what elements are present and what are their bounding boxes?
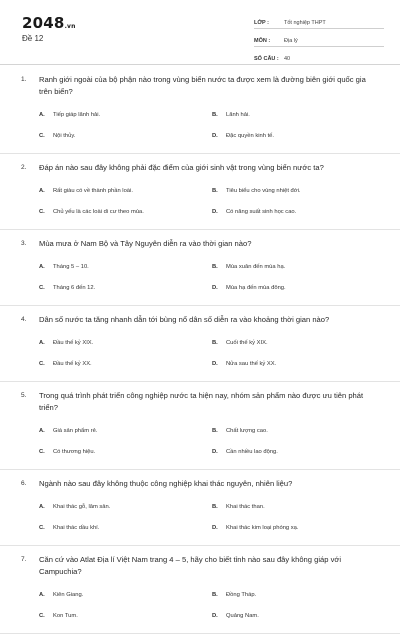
exam-code: Đề 12: [22, 34, 44, 43]
answer-options: [39, 187, 400, 216]
option-letter: A.: [39, 112, 45, 118]
question-number: 3.: [21, 240, 27, 247]
answer-option[interactable]: [212, 187, 385, 195]
option-text: Cần nhiều lao động.: [226, 449, 278, 455]
answer-option[interactable]: [39, 612, 212, 620]
question-item: [0, 314, 400, 390]
option-text: Khai thác dầu khí.: [53, 525, 100, 531]
option-text: Mùa hạ đến mùa đông.: [226, 285, 286, 291]
meta-value: 40: [284, 56, 291, 62]
answer-option[interactable]: [39, 360, 212, 368]
option-text: Chủ yếu là các loài di cư theo mùa.: [53, 209, 144, 215]
answer-option[interactable]: [212, 360, 385, 368]
option-text: Có thương hiệu.: [53, 449, 96, 455]
option-text: Khai thác than.: [226, 504, 265, 510]
option-letter: C.: [39, 209, 45, 215]
answer-options: [39, 339, 400, 368]
option-letter: C.: [39, 449, 45, 455]
option-letter: A.: [39, 428, 45, 434]
option-text: Lãnh hải.: [226, 112, 250, 118]
answer-option[interactable]: [39, 187, 212, 195]
option-text: Đầu thế kỷ XIX.: [53, 340, 94, 346]
question-text: Dân số nước ta tăng nhanh dẫn tới bùng nổ dân số diễn ra vào khoảng thời gian nào?: [39, 315, 330, 324]
question-text: Ngành nào sau đây không thuộc công nghiệp khai thác nguyên, nhiên liệu?: [39, 479, 293, 488]
option-letter: D.: [212, 525, 218, 531]
answer-option[interactable]: [212, 503, 385, 511]
option-text: Kiên Giang.: [53, 592, 84, 598]
option-letter: C.: [39, 133, 45, 139]
option-letter: D.: [212, 449, 218, 455]
question-number: 6.: [21, 480, 27, 487]
answer-option[interactable]: [39, 524, 212, 532]
option-letter: C.: [39, 613, 45, 619]
option-text: Kon Tum.: [53, 613, 78, 619]
answer-option[interactable]: [39, 263, 212, 271]
question-row: [0, 554, 400, 578]
site-logo[interactable]: [22, 14, 76, 32]
meta-value: Địa lý: [284, 38, 298, 44]
option-letter: D.: [212, 285, 218, 291]
option-letter: B.: [212, 428, 218, 434]
option-text: Quảng Nam.: [226, 613, 259, 619]
answer-option[interactable]: [39, 208, 212, 216]
option-letter: B.: [212, 188, 218, 194]
answer-option[interactable]: [39, 591, 212, 599]
header: [0, 0, 400, 62]
meta-label: LỚP :: [254, 20, 269, 26]
option-text: Chất lượng cao.: [226, 428, 268, 434]
option-text: Đồng Tháp.: [226, 592, 257, 598]
meta-label: SỐ CÂU :: [254, 56, 279, 62]
question-row: [0, 238, 400, 250]
answer-options: [39, 503, 400, 532]
option-letter: D.: [212, 209, 218, 215]
answer-option[interactable]: [212, 448, 385, 456]
question-number: 7.: [21, 556, 27, 563]
answer-option[interactable]: [39, 427, 212, 435]
option-letter: D.: [212, 613, 218, 619]
option-text: Nửa sau thế kỷ XX.: [226, 361, 277, 367]
answer-option[interactable]: [39, 339, 212, 347]
answer-options: [39, 427, 400, 456]
question-item: [0, 74, 400, 162]
answer-option[interactable]: [212, 111, 385, 119]
option-text: Tiếp giáp lãnh hải.: [53, 112, 101, 118]
option-letter: C.: [39, 525, 45, 531]
question-number: 2.: [21, 164, 27, 171]
option-text: Nội thủy.: [53, 133, 76, 139]
option-text: Khai thác gỗ, lâm sản.: [53, 504, 111, 510]
option-text: Giá sản phẩm rẻ.: [53, 428, 98, 434]
option-text: Đặc quyền kinh tế.: [226, 133, 275, 139]
option-text: Tiêu biểu cho vùng nhiệt đới.: [226, 188, 301, 194]
option-letter: D.: [212, 133, 218, 139]
answer-option[interactable]: [212, 591, 385, 599]
answer-option[interactable]: [39, 503, 212, 511]
question-text: Trong quá trình phát triển công nghiệp nước ta hiện nay, nhóm sản phẩm nào được ưu tiên phát triển?: [39, 391, 364, 412]
question-number: 5.: [21, 392, 27, 399]
option-letter: A.: [39, 504, 45, 510]
question-item: [0, 162, 400, 238]
meta-value: Tốt nghiệp THPT: [284, 20, 326, 26]
option-letter: B.: [212, 592, 218, 598]
answer-option[interactable]: [39, 111, 212, 119]
option-letter: A.: [39, 264, 45, 270]
question-item: [0, 238, 400, 314]
question-list: [0, 74, 400, 642]
exam-meta: [254, 14, 384, 68]
answer-option[interactable]: [39, 284, 212, 292]
answer-options: [39, 111, 400, 140]
option-text: Tháng 6 đến 12.: [53, 285, 96, 291]
meta-row-count: [254, 50, 384, 65]
answer-option[interactable]: [39, 448, 212, 456]
answer-option[interactable]: [212, 339, 385, 347]
option-letter: B.: [212, 340, 218, 346]
answer-option[interactable]: [212, 284, 385, 292]
option-text: Đầu thế kỷ XX.: [53, 361, 92, 367]
option-letter: C.: [39, 361, 45, 367]
question-text: Ranh giới ngoài của bộ phận nào trong vùng biển nước ta được xem là đường biên giới quốc gia trên biển?: [39, 75, 366, 96]
meta-row-class: [254, 14, 384, 29]
header-divider: [0, 64, 400, 65]
answer-option[interactable]: [39, 132, 212, 140]
answer-option[interactable]: [212, 132, 385, 140]
meta-row-subject: [254, 32, 384, 47]
option-letter: B.: [212, 504, 218, 510]
option-letter: A.: [39, 592, 45, 598]
answer-option[interactable]: [212, 427, 385, 435]
option-text: Mùa xuân đến mùa hạ.: [226, 264, 286, 270]
option-letter: C.: [39, 285, 45, 291]
answer-option[interactable]: [212, 612, 385, 620]
question-row: [0, 74, 400, 98]
option-text: Có năng suất sinh học cao.: [226, 209, 297, 215]
question-item: [0, 478, 400, 554]
answer-options: [39, 263, 400, 292]
option-text: Cuối thế kỷ XIX.: [226, 340, 268, 346]
question-number: 1.: [21, 76, 27, 83]
option-text: Tháng 5 – 10.: [53, 264, 89, 270]
question-row: [0, 162, 400, 174]
meta-label: MÔN :: [254, 38, 271, 44]
option-letter: A.: [39, 188, 45, 194]
question-text: Mùa mưa ở Nam Bộ và Tây Nguyên diễn ra vào thời gian nào?: [39, 239, 252, 248]
option-letter: A.: [39, 340, 45, 346]
answer-options: [39, 591, 400, 620]
question-item: [0, 554, 400, 642]
logo-main: 2048: [22, 14, 65, 32]
question-number: 4.: [21, 316, 27, 323]
option-letter: B.: [212, 112, 218, 118]
option-letter: B.: [212, 264, 218, 270]
option-text: Khai thác kim loại phóng xạ.: [226, 525, 299, 531]
question-row: [0, 314, 400, 326]
question-row: [0, 478, 400, 490]
answer-option[interactable]: [212, 524, 385, 532]
question-text: Đáp án nào sau đây không phải đặc điểm của giới sinh vật trong vùng biển nước ta?: [39, 163, 324, 172]
answer-option[interactable]: [212, 263, 385, 271]
option-letter: D.: [212, 361, 218, 367]
question-item: [0, 390, 400, 478]
option-text: Rất giàu có về thành phần loài.: [53, 188, 133, 194]
question-text: Căn cứ vào Atlat Địa lí Việt Nam trang 4 – 5, hãy cho biết tỉnh nào sau đây không giáp với Campuchia?: [39, 555, 342, 576]
answer-option[interactable]: [212, 208, 385, 216]
logo-suffix: .vn: [64, 23, 76, 30]
question-row: [0, 390, 400, 414]
